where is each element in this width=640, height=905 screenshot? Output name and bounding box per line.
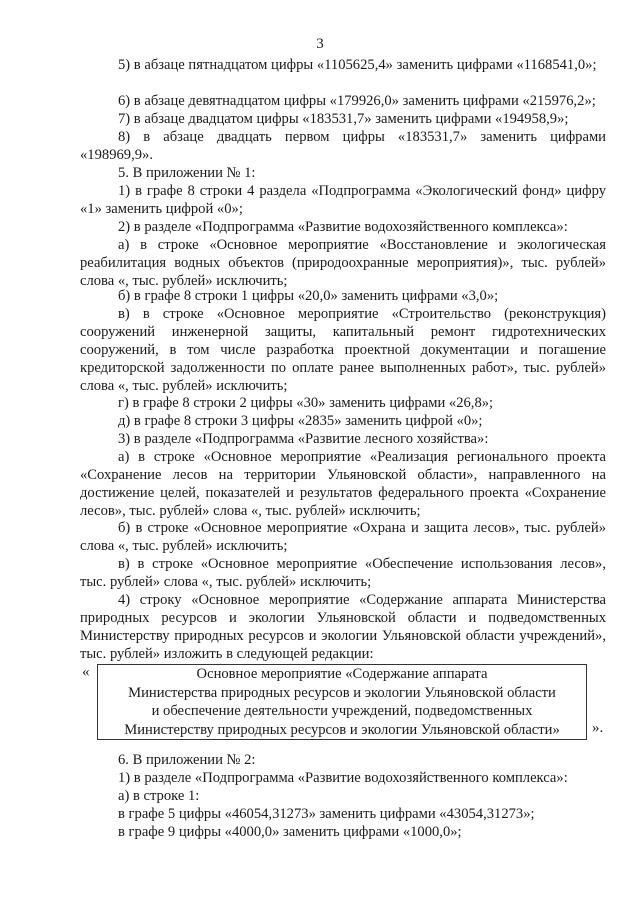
paragraph: б) в строке «Основное мероприятие «Охрана и защита лесов», тыс. рублей» слова «, тыс. рублей» исключить; bbox=[80, 520, 606, 554]
section-heading: 6. В приложении № 2: bbox=[118, 752, 256, 768]
box-line: Министерству природных ресурсов и экологии Ульяновской области» bbox=[124, 721, 560, 738]
box-line: Министерства природных ресурсов и экологии Ульяновской области bbox=[128, 684, 556, 701]
paragraph: а) в строке «Основное мероприятие «Восстановление и экологическая реабилитация водных объектов (природоохранные мероприятия)», тыс. рублей» слова «, тыс. рублей» исключить; bbox=[80, 237, 606, 289]
paragraph: а) в строке 1: bbox=[118, 788, 200, 804]
paragraph: б) в графе 8 строки 1 цифры «20,0» заменить цифрами «3,0»; bbox=[118, 288, 499, 304]
paragraph: 4) строку «Основное мероприятие «Содержание аппарата Министерства природных ресурсов и экологии Ульяновской области и подведомственных Министерству природных ресурсов и экологии Ульяновской области учреждений», тыс. рублей» изложить в следующей редакции: bbox=[80, 592, 606, 662]
paragraph: 2) в разделе «Подпрограмма «Развитие водохозяйственного комплекса»: bbox=[118, 219, 568, 235]
box-line: и обеспечение деятельности учреждений, подведомственных bbox=[151, 703, 533, 719]
paragraph: 8) в абзаце двадцать первом цифры «183531,7» заменить цифрами «198969,9». bbox=[80, 129, 606, 163]
paragraph: в графе 9 цифры «4000,0» заменить цифрами «1000,0»; bbox=[118, 824, 462, 840]
paragraph: в) в строке «Основное мероприятие «Обеспечение использования лесов», тыс. рублей» слова «, тыс. рублей» исключить; bbox=[80, 556, 606, 590]
paragraph: 1) в графе 8 строки 4 раздела «Подпрограмма «Экологический фонд» цифру «1» заменить цифрой «0»; bbox=[80, 183, 606, 217]
paragraph: д) в графе 8 строки 3 цифры «2835» заменить цифрой «0»; bbox=[118, 413, 483, 429]
paragraph: 3) в разделе «Подпрограмма «Развитие лесного хозяйства»: bbox=[118, 431, 489, 447]
box-line: Основное мероприятие «Содержание аппарата bbox=[196, 666, 488, 682]
section-heading: 5. В приложении № 1: bbox=[118, 165, 256, 181]
paragraph: а) в строке «Основное мероприятие «Реализация регионального проекта «Сохранение лесов на территории Ульяновской области», направленного на достижение целей, показателей и результатов федерального проекта «Сохранение лесов», тыс. рублей» слова «, тыс. рублей» исключить; bbox=[80, 449, 606, 519]
paragraph: 1) в разделе «Подпрограмма «Развитие водохозяйственного комплекса»: bbox=[118, 770, 568, 786]
paragraph: 5) в абзаце пятнадцатом цифры «1105625,4» заменить цифрами «1168541,0»; bbox=[118, 57, 597, 73]
paragraph: 7) в абзаце двадцатом цифры «183531,7» заменить цифрами «194958,9»; bbox=[118, 111, 569, 127]
open-quote: « bbox=[82, 664, 90, 680]
paragraph: г) в графе 8 строки 2 цифры «30» заменить цифрами «26,8»; bbox=[118, 395, 494, 411]
close-quote: ». bbox=[592, 720, 604, 736]
paragraph: 6) в абзаце девятнадцатом цифры «179926,0» заменить цифрами «215976,2»; bbox=[118, 93, 596, 109]
table-row-text bbox=[97, 665, 587, 739]
paragraph: в) в строке «Основное мероприятие «Строительство (реконструкция) сооружений инженерной защиты, капитальный ремонт гидротехнических сооружений, в том числе разработка проектной документации и погашение кредиторской задолженности по оплате ранее выполненных работ», тыс. рублей» слова «, тыс. рублей» исключить; bbox=[80, 306, 606, 394]
page-number: 3 bbox=[316, 36, 324, 52]
paragraph: в графе 5 цифры «46054,31273» заменить цифрами «43054,31273»; bbox=[118, 806, 535, 822]
